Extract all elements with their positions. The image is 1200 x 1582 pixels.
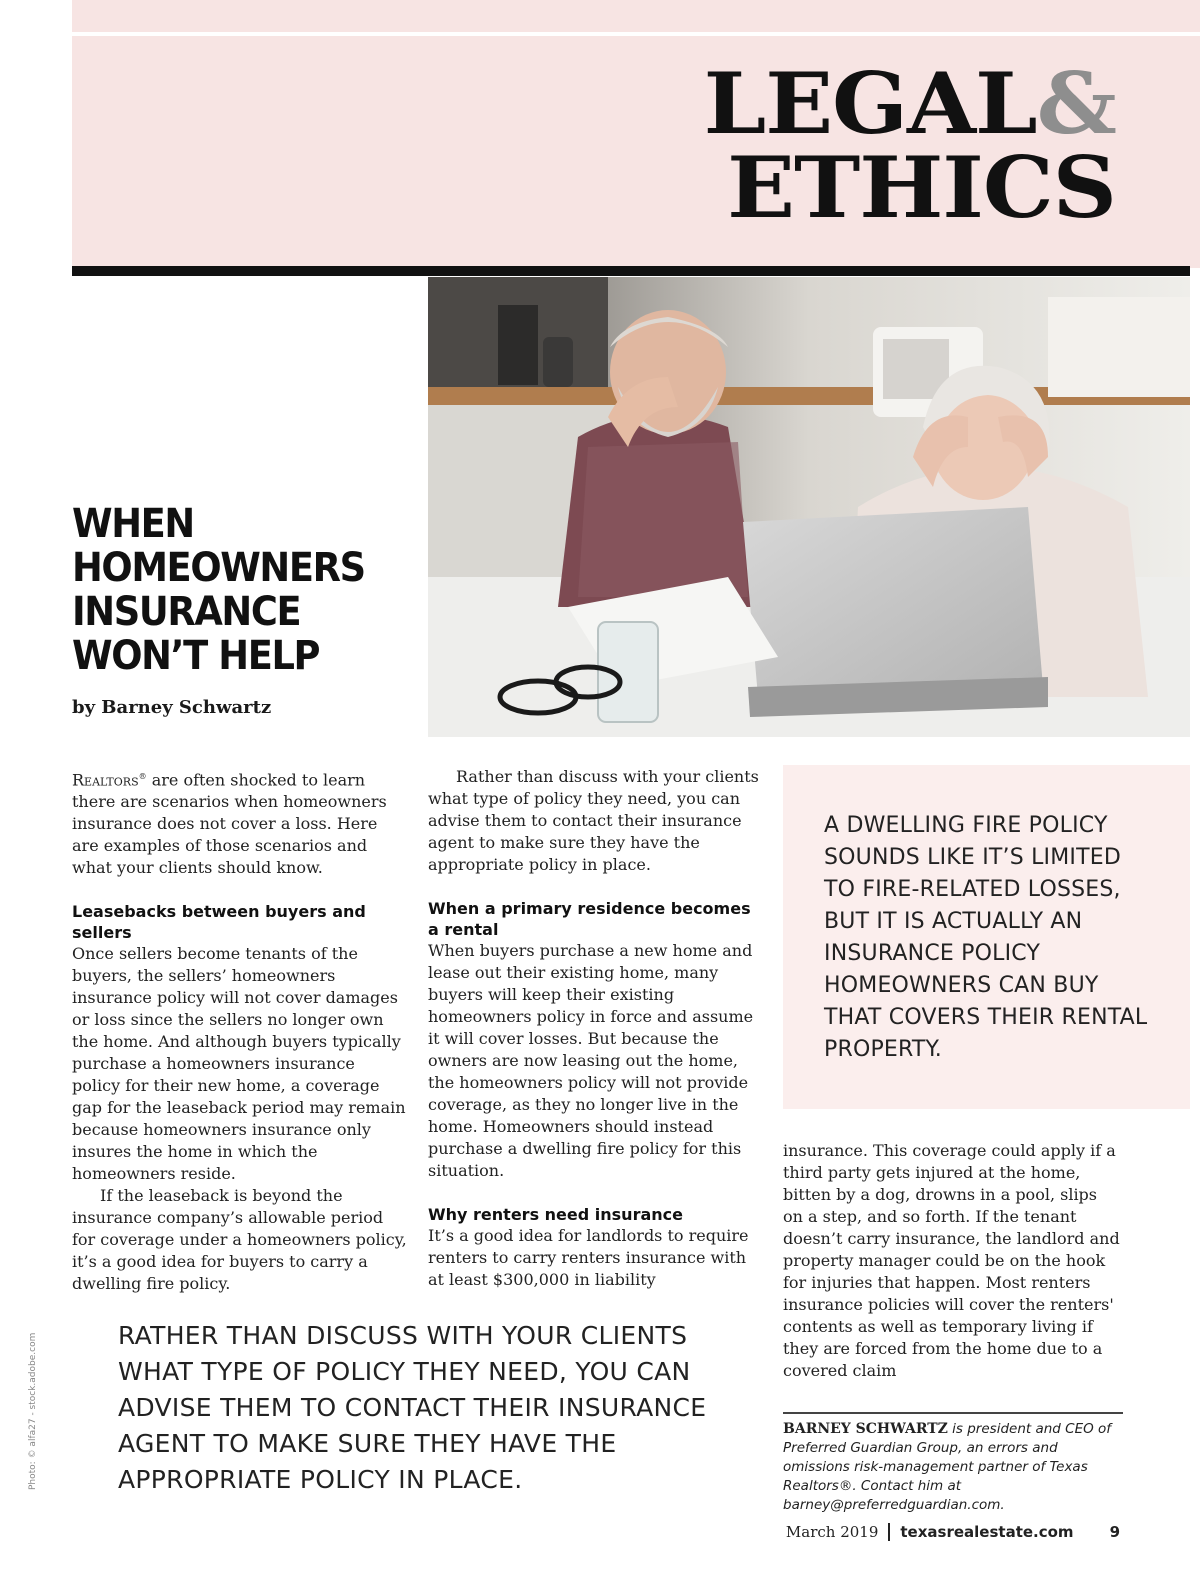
website-link[interactable]: texasrealestate.com: [900, 1523, 1074, 1541]
page-number: 9: [1109, 1523, 1120, 1541]
header-black-bar: [72, 266, 1190, 276]
intro-paragraph: Realtors® are often shocked to learn there are scenarios when homeowners insurance does not cover a loss. Here are examples of those scenarios and what your clients should know.: [72, 770, 387, 878]
body-paragraph: insurance. This coverage could apply if a third party gets injured at the home, bitten by a dog, drowns in a pool, slips on a step, and so forth. If the tenant doesn’t carry insurance, the landlord and property manager could be on the hook for injuries that happen. Most renters insurance policies will cover the renters' contents as well as temporary living if they are forced from the home due to a covered claim: [783, 1141, 1120, 1380]
footer-separator: [888, 1523, 890, 1541]
photo-credit: Photo: © alfa27 - stock.adobe.com: [28, 1332, 38, 1490]
registered-mark: ®: [138, 772, 147, 781]
article-column-1: [72, 766, 408, 1295]
section-title: [703, 54, 1116, 237]
body-paragraph: Rather than discuss with your clients what type of policy they need, you can advise them to contact their insurance agent to make sure they have the appropriate policy in place.: [428, 767, 759, 874]
section-title-line2: ETHICS: [727, 138, 1116, 237]
body-paragraph: If the leaseback is beyond the insurance company’s allowable period for coverage under a homeowners policy, it’s a good idea for buyers to carry a dwelling fire policy.: [72, 1186, 407, 1294]
body-paragraph: When buyers purchase a new home and lease out their existing home, many buyers will keep their existing homeowners policy in force and assume it will cover losses. But because the owners are now leasing out the home, the homeowners policy will not provide coverage, as they no longer live in the home. Homeowners should instead purchase a dwelling fire policy for this situation.: [428, 941, 754, 1180]
ampersand: &: [1036, 54, 1116, 153]
page-footer: [786, 1523, 1120, 1541]
article-byline: by Barney Schwartz: [72, 697, 272, 718]
article-column-2: [428, 766, 764, 1291]
bio-divider: [783, 1412, 1123, 1414]
author-name: BARNEY SCHWARTZ: [783, 1421, 948, 1437]
author-bio: [783, 1420, 1128, 1515]
author-bio-text: is president and CEO of Preferred Guardian Group, an errors and omissions risk-management partner of Texas Realtors®. Contact him at barney@preferredguardian.com.: [783, 1421, 1112, 1513]
pull-quote: RATHER THAN DISCUSS WITH YOUR CLIENTS WHAT TYPE OF POLICY THEY NEED, YOU CAN ADVISE THEM TO CONTACT THEIR INSURANCE AGENT TO MAKE SURE THEY HAVE THE APPROPRIATE POLICY IN PLACE.: [118, 1321, 707, 1494]
body-paragraph: It’s a good idea for landlords to require renters to carry renters insurance with at least $300,000 in liability: [428, 1226, 749, 1289]
body-paragraph: Once sellers become tenants of the buyers, the sellers’ homeowners insurance policy will not cover damages or loss since the sellers no longer own the home. And although buyers typically purchase a homeowners insurance policy for their new home, a coverage gap for the leaseback period may remain because homeowners insurance only insures the home in which the homeowners reside.: [72, 944, 406, 1184]
header-divider: [72, 32, 1200, 36]
article-photo: [428, 277, 1190, 737]
pull-quote-box-text: A DWELLING FIRE POLICY SOUNDS LIKE IT’S LIMITED TO FIRE-RELATED LOSSES, BUT IT IS ACTUALLY AN INSURANCE POLICY HOMEOWNERS CAN BUY THAT COVERS THEIR RENTAL PROPERTY.: [824, 813, 1148, 1062]
subhead-primary-residence: When a primary residence becomes a rental: [428, 899, 751, 939]
issue-date: March 2019: [785, 1523, 879, 1541]
article-column-3: [783, 1140, 1121, 1382]
realtors-mark: Realtors: [72, 770, 139, 790]
kitchen-couple-illustration: [428, 277, 1190, 737]
article-headline: WHEN HOMEOWNERS INSURANCE WON’T HELP: [72, 501, 365, 679]
subhead-leasebacks: Leasebacks between buyers and sellers: [72, 902, 366, 943]
section-title-line1: LEGAL&: [703, 54, 1116, 153]
subhead-renters: Why renters need insurance: [428, 1205, 683, 1224]
